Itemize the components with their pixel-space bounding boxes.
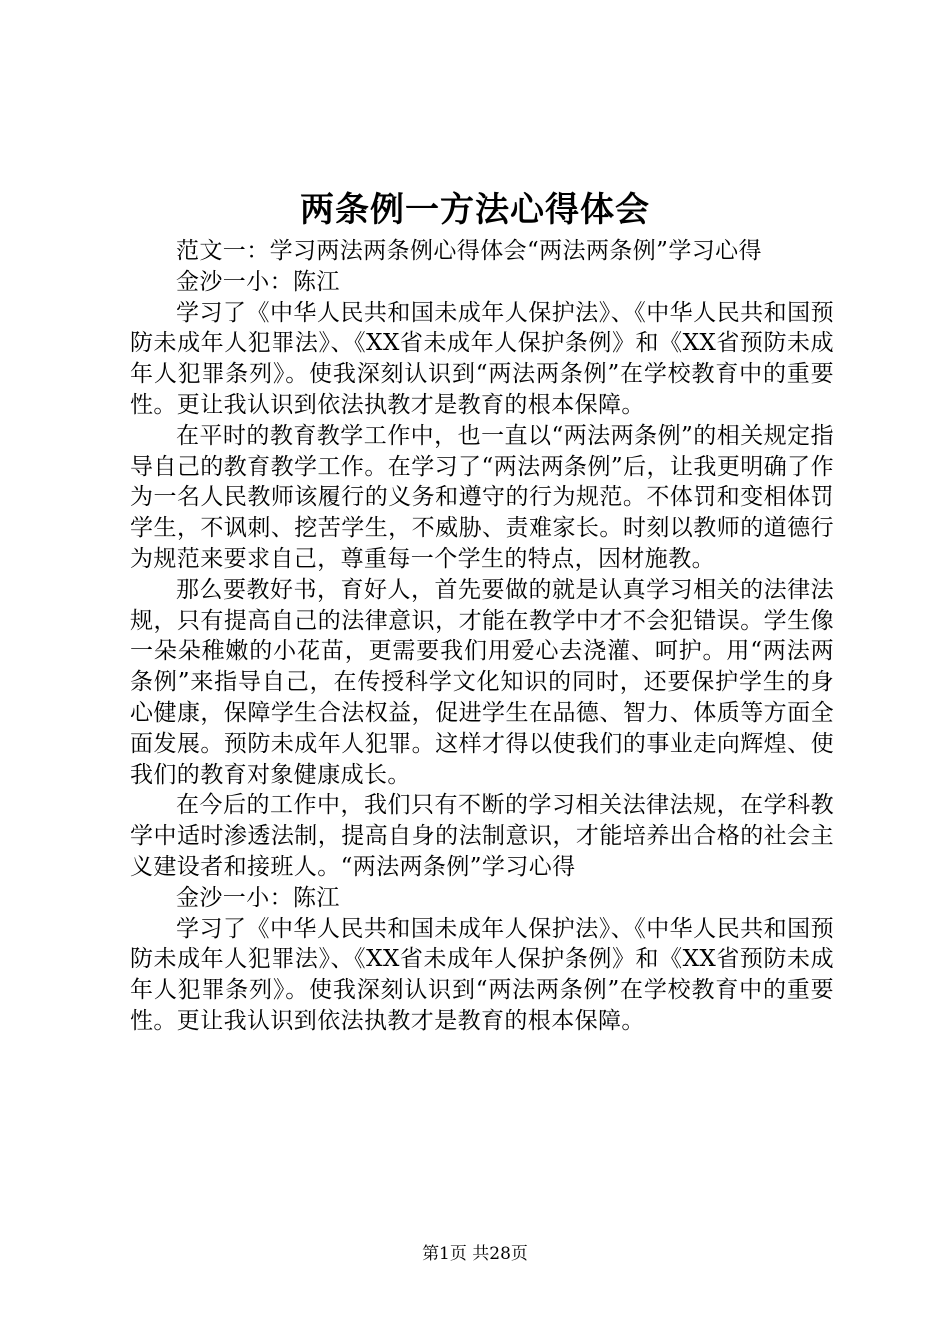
document-body <box>130 236 834 1037</box>
paragraph: 在今后的工作中，我们只有不断的学习相关法律法规，在学科教学中适时渗透法制，提高自身的法制意识，才能培养出合格的社会主义建设者和接班人。“两法两条例”学习心得 <box>130 792 834 880</box>
paragraph: 那么要教好书，育好人，首先要做的就是认真学习相关的法律法规，只有提高自己的法律意识，才能在教学中才不会犯错误。学生像一朵朵稚嫩的小花苗，更需要我们用爱心去浇灌、呵护。用“两法两条例”来指导自己，在传授科学文化知识的同时，还要保护学生的身心健康，保障学生合法权益，促进学生在品德、智力、体质等方面全面发展。预防未成年人犯罪。这样才得以使我们的事业走向辉煌、使我们的教育对象健康成长。 <box>130 576 834 788</box>
paragraph-author: 金沙一小：陈江 <box>176 268 340 295</box>
document-title: 两条例一方法心得体会 <box>300 190 650 230</box>
page-number: 第1页 共28页 <box>422 1244 528 1264</box>
paragraph-heading: 范文一：学习两法两条例心得体会“两法两条例”学习心得 <box>176 238 762 264</box>
paragraph-author: 金沙一小：陈江 <box>176 884 340 911</box>
paragraph: 学习了《中华人民共和国未成年人保护法》、《中华人民共和国预防未成年人犯罪法》、《XX省未成年人保护条例》和《XX省预防未成年人犯罪条列》。使我深刻认识到“两法两条例”在学校教育中的重要性。更让我认识到依法执教才是教育的根本保障。 <box>130 915 834 1034</box>
paragraph: 学习了《中华人民共和国未成年人保护法》、《中华人民共和国预防未成年人犯罪法》、《XX省未成年人保护条例》和《XX省预防未成年人犯罪条列》。使我深刻认识到“两法两条例”在学校教育中的重要性。更让我认识到依法执教才是教育的根本保障。 <box>130 299 834 418</box>
paragraph: 在平时的教育教学工作中，也一直以“两法两条例”的相关规定指导自己的教育教学工作。在学习了“两法两条例”后，让我更明确了作为一名人民教师该履行的义务和遵守的行为规范。不体罚和变相体罚学生，不讽刺、挖苦学生，不威胁、责难家长。时刻以教师的道德行为规范来要求自己，尊重每一个学生的特点，因材施教。 <box>130 422 834 572</box>
